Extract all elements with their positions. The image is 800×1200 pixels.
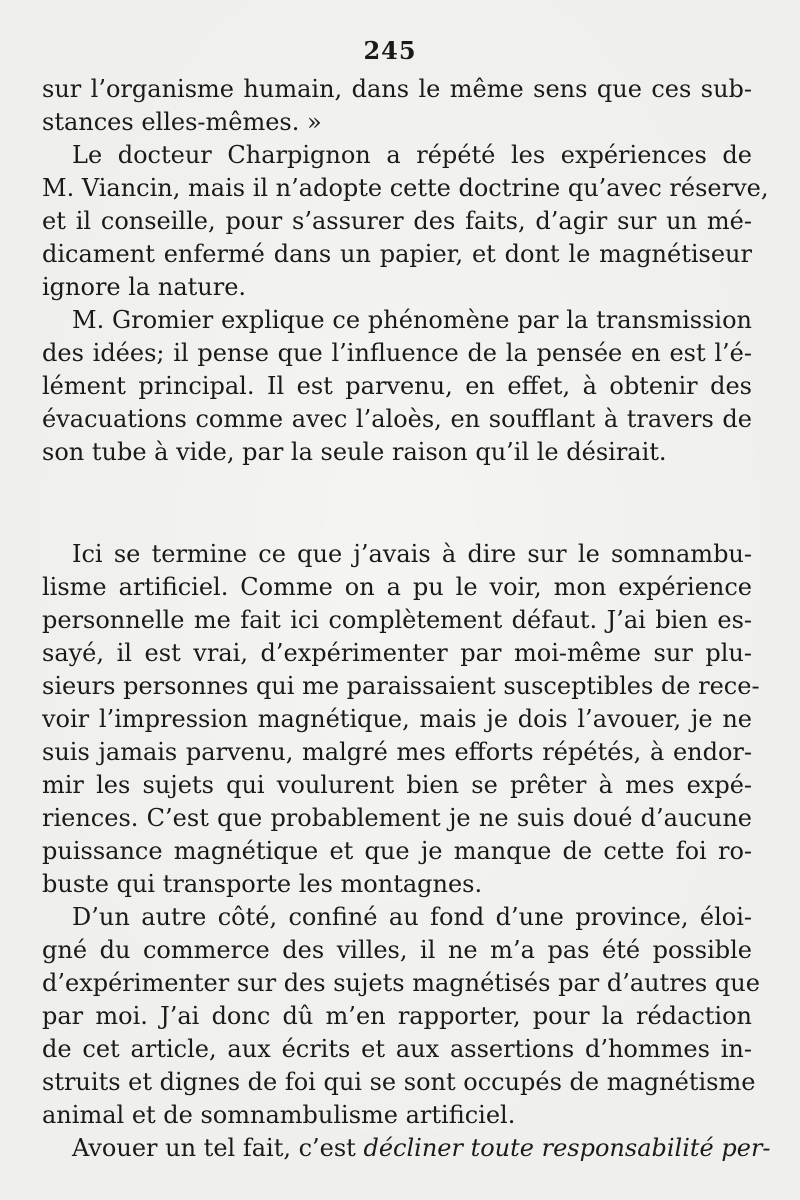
text-line: suis jamais parvenu, malgré mes efforts répétés, à endor- bbox=[42, 738, 752, 766]
text-line: D’un autre côté, confiné au fond d’une province, éloi- bbox=[72, 903, 752, 931]
text-line: riences. C’est que probablement je ne suis doué d’aucune bbox=[42, 804, 752, 832]
text-line: gné du commerce des villes, il ne m’a pas été possible bbox=[42, 936, 752, 964]
text-section-1 bbox=[42, 73, 769, 469]
text-line: M. Viancin, mais il n’adopte cette doctrine qu’avec réserve, bbox=[42, 174, 769, 202]
text-line: M. Gromier explique ce phénomène par la transmission bbox=[72, 306, 752, 334]
text-line: stances elles-mêmes. » bbox=[42, 108, 322, 136]
text-line: Ici se termine ce que j’avais à dire sur le somnambu- bbox=[72, 540, 752, 568]
text-line: sieurs personnes qui me paraissaient susceptibles de rece- bbox=[42, 672, 760, 700]
text-line: mir les sujets qui voulurent bien se prêter à mes expé- bbox=[42, 771, 752, 799]
text-section-2 bbox=[42, 538, 771, 1165]
text-line: d’expérimenter sur des sujets magnétisés par d’autres que bbox=[42, 969, 760, 997]
text-line: ignore la nature. bbox=[42, 273, 247, 301]
text-line: Le docteur Charpignon a répété les expériences de bbox=[72, 141, 752, 169]
text-line: animal et de somnambulisme artificiel. bbox=[42, 1101, 516, 1129]
text-line: buste qui transporte les montagnes. bbox=[42, 870, 483, 898]
text-line-final bbox=[42, 1132, 771, 1165]
text-line: struits et dignes de foi qui se sont occupés de magnétisme bbox=[42, 1068, 756, 1096]
text-line: sur l’organisme humain, dans le même sens que ces sub- bbox=[42, 75, 752, 103]
final-line-regular: Avouer un tel fait, c’est bbox=[72, 1134, 364, 1162]
text-line: évacuations comme avec l’aloès, en soufflant à travers de bbox=[42, 405, 752, 433]
text-line: son tube à vide, par la seule raison qu’il le désirait. bbox=[42, 438, 667, 466]
text-line: puissance magnétique et que je manque de cette foi ro- bbox=[42, 837, 752, 865]
text-line: et il conseille, pour s’assurer des faits, d’agir sur un mé- bbox=[42, 207, 752, 235]
text-line: sayé, il est vrai, d’expérimenter par moi-même sur plu- bbox=[42, 639, 752, 667]
text-line: des idées; il pense que l’influence de la pensée en est l’é- bbox=[42, 339, 752, 367]
text-line: par moi. J’ai donc dû m’en rapporter, pour la rédaction bbox=[42, 1002, 752, 1030]
text-line: dicament enfermé dans un papier, et dont le magnétiseur bbox=[42, 240, 752, 268]
final-line-italic: décliner toute responsabilité per- bbox=[363, 1134, 771, 1162]
text-line: voir l’impression magnétique, mais je dois l’avouer, je ne bbox=[42, 705, 752, 733]
text-line: personnelle me fait ici complètement défaut. J’ai bien es- bbox=[42, 606, 752, 634]
text-line: lément principal. Il est parvenu, en effet, à obtenir des bbox=[42, 372, 752, 400]
text-line: de cet article, aux écrits et aux assertions d’hommes in- bbox=[42, 1035, 752, 1063]
text-line: lisme artificiel. Comme on a pu le voir, mon expérience bbox=[42, 573, 752, 601]
page-number: 245 bbox=[363, 36, 417, 65]
